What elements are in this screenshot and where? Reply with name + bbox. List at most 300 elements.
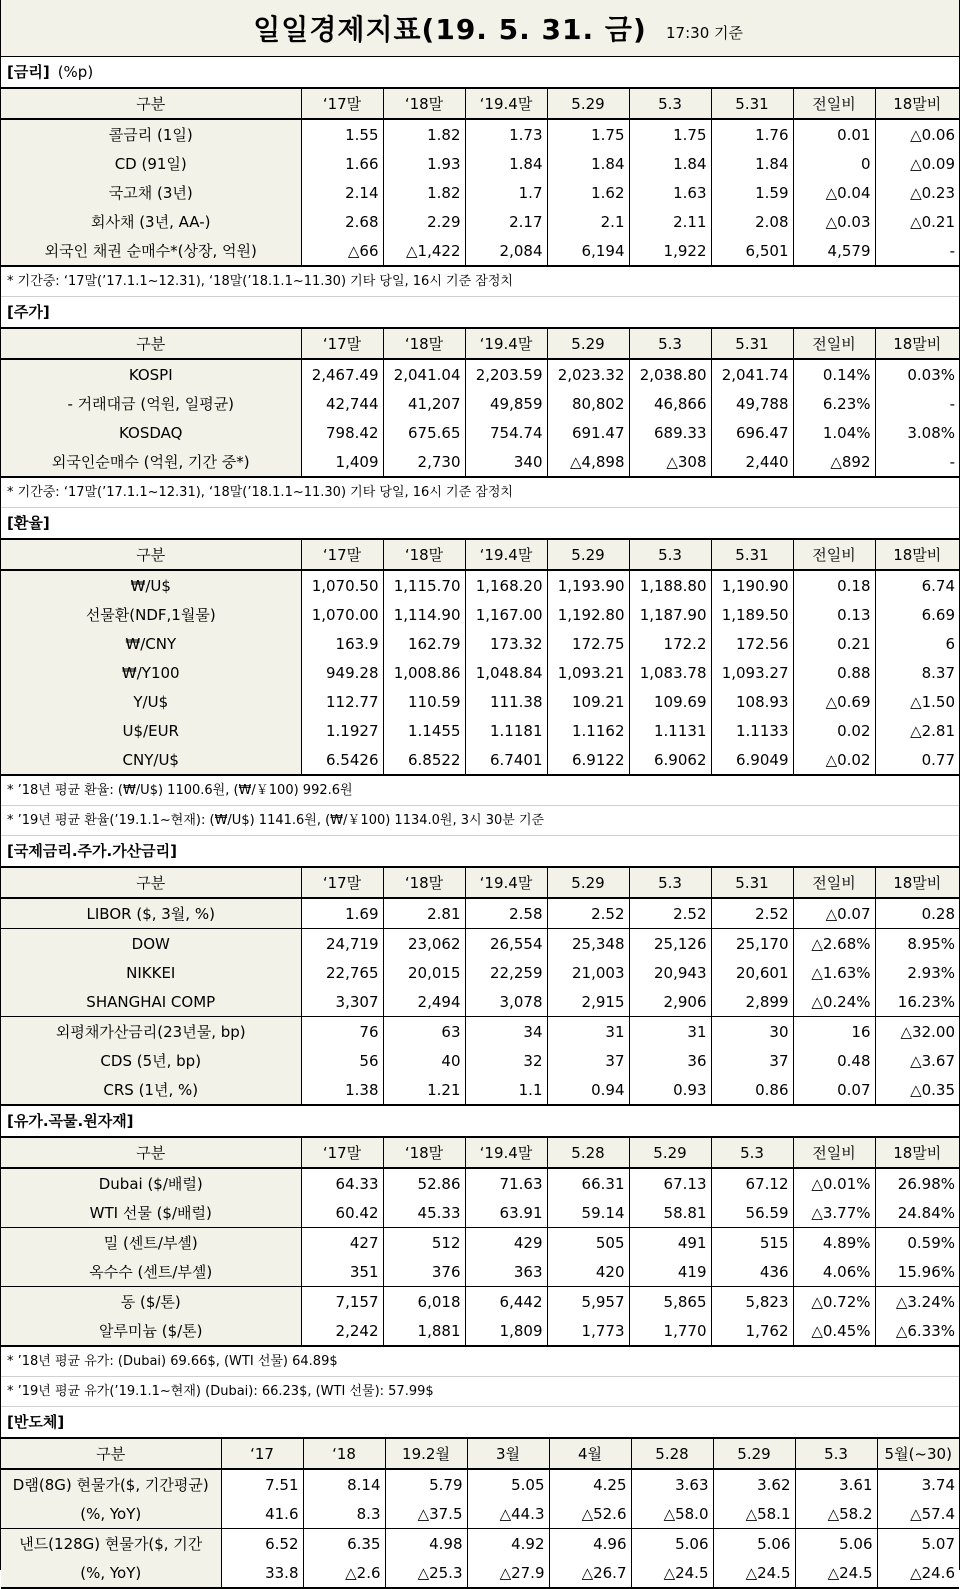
table-cell: - (875, 389, 959, 418)
table-cell: 24,719 (301, 929, 383, 959)
table-cell: 2,041.74 (711, 359, 793, 389)
table-cell: 2,203.59 (465, 359, 547, 389)
table-cell: △3.24% (875, 1287, 959, 1317)
table-cell: 5.06 (631, 1529, 713, 1559)
table-cell: 1.7 (465, 178, 547, 207)
table-cell: △0.07 (793, 898, 875, 929)
column-header: ‘19.4말 (465, 868, 547, 898)
column-header: 전일비 (793, 1138, 875, 1168)
column-header: 3월 (467, 1439, 549, 1469)
table-cell: 1.66 (301, 149, 383, 178)
column-header: 구분 (1, 540, 301, 570)
table-cell: - (875, 447, 959, 477)
commod-heading-label: [유가.곡물.원자재] (7, 1112, 134, 1130)
table-row (1, 1287, 959, 1317)
column-header: ‘18말 (383, 89, 465, 119)
rates-note: * 기간중: ‘17말(’17.1.1~12.31), ‘18말(’18.1.1~11.30) 기타 당일, 16시 기준 잠정치 (1, 267, 959, 297)
table-cell: 31 (547, 1017, 629, 1047)
column-header: ‘17말 (301, 329, 383, 359)
semi-heading (1, 1407, 959, 1439)
table-cell: 6,194 (547, 236, 629, 266)
header-row (1, 1439, 959, 1469)
table-cell: 2.93% (875, 958, 959, 987)
table-cell: 30 (711, 1017, 793, 1047)
table-cell: 1,189.50 (711, 600, 793, 629)
row-label: 외국인 채권 순매수*(상장, 억원) (1, 236, 301, 266)
stocks-heading (1, 297, 959, 329)
table-cell: 111.38 (465, 687, 547, 716)
table-cell: 5,823 (711, 1287, 793, 1317)
table-cell: △6.33% (875, 1316, 959, 1346)
table-cell: 1,881 (383, 1316, 465, 1346)
table-cell: 363 (465, 1257, 547, 1287)
column-header: ‘17말 (301, 868, 383, 898)
table-row (1, 1017, 959, 1047)
table-cell: 1.69 (301, 898, 383, 929)
table-cell: 1,190.90 (711, 570, 793, 600)
table-cell: 7.51 (221, 1469, 303, 1499)
table-cell: 1.1181 (465, 716, 547, 745)
table-row (1, 1469, 959, 1499)
table-cell: 2.1 (547, 207, 629, 236)
table-cell: 2.52 (629, 898, 711, 929)
table-cell: 6.52 (221, 1529, 303, 1559)
table-cell: 1.84 (711, 149, 793, 178)
table-cell: △24.5 (795, 1558, 877, 1588)
table-cell: △25.3 (385, 1558, 467, 1588)
table-cell: 6,442 (465, 1287, 547, 1317)
row-label: SHANGHAI COMP (1, 987, 301, 1017)
table-cell: 108.93 (711, 687, 793, 716)
table-cell: 63.91 (465, 1198, 547, 1228)
row-label: WTI 선물 ($/배럴) (1, 1198, 301, 1228)
table-cell: 6.35 (303, 1529, 385, 1559)
table-cell: 0.48 (793, 1046, 875, 1075)
table-cell: 6,501 (711, 236, 793, 266)
table-cell: 25,170 (711, 929, 793, 959)
column-header: 19.2월 (385, 1439, 467, 1469)
table-cell: 3.61 (795, 1469, 877, 1499)
table-cell: 1,070.00 (301, 600, 383, 629)
table-cell: △1.63% (793, 958, 875, 987)
table-cell: △57.4 (877, 1499, 959, 1529)
table-cell: 3.63 (631, 1469, 713, 1499)
table-cell: 0.59% (875, 1228, 959, 1258)
table-cell: △44.3 (467, 1499, 549, 1529)
table-cell: 3.74 (877, 1469, 959, 1499)
column-header: 5.28 (547, 1138, 629, 1168)
table-cell: 4.92 (467, 1529, 549, 1559)
as-of-time: 17:30 기준 (666, 24, 743, 42)
table-cell: 56 (301, 1046, 383, 1075)
intl-heading (1, 836, 959, 868)
table-cell: 16 (793, 1017, 875, 1047)
table-cell: 26,554 (465, 929, 547, 959)
table-cell: △66 (301, 236, 383, 266)
table-cell: 2.81 (383, 898, 465, 929)
table-cell: 1.1162 (547, 716, 629, 745)
table-cell: 0.02 (793, 716, 875, 745)
table-cell: 2,440 (711, 447, 793, 477)
table-cell: 110.59 (383, 687, 465, 716)
column-header: 5.3 (711, 1138, 793, 1168)
table-cell: △3.67 (875, 1046, 959, 1075)
table-cell: 1.63 (629, 178, 711, 207)
table-cell: 1.21 (383, 1075, 465, 1105)
table-row (1, 687, 959, 716)
column-header: 18말비 (875, 329, 959, 359)
table-cell: 351 (301, 1257, 383, 1287)
table-cell: 71.63 (465, 1168, 547, 1198)
table-cell: 3,307 (301, 987, 383, 1017)
row-label: CNY/U$ (1, 745, 301, 775)
row-label: 콜금리 (1일) (1, 119, 301, 149)
column-header: ‘19.4말 (465, 540, 547, 570)
row-label: 밀 (센트/부셸) (1, 1228, 301, 1258)
table-cell: 4.25 (549, 1469, 631, 1499)
table-cell: 696.47 (711, 418, 793, 447)
table-row (1, 418, 959, 447)
table-row (1, 1499, 959, 1529)
table-cell: 1,048.84 (465, 658, 547, 687)
table-cell: 515 (711, 1228, 793, 1258)
table-cell: 22,765 (301, 958, 383, 987)
column-header: 5.29 (713, 1439, 795, 1469)
column-header: ‘17말 (301, 1138, 383, 1168)
table-cell: 2,038.80 (629, 359, 711, 389)
table-cell: 21,003 (547, 958, 629, 987)
table-cell: △0.23 (875, 178, 959, 207)
column-header: 5월(~30) (877, 1439, 959, 1469)
table-cell: 4.06% (793, 1257, 875, 1287)
table-cell: 2,041.04 (383, 359, 465, 389)
column-header: 5.28 (631, 1439, 713, 1469)
column-header: 5.31 (711, 329, 793, 359)
table-cell: △24.6 (877, 1558, 959, 1588)
table-cell: 1.84 (547, 149, 629, 178)
table-cell: 6.8522 (383, 745, 465, 775)
table-cell: 31 (629, 1017, 711, 1047)
row-label: 낸드(128G) 현물가($, 기간 (1, 1529, 221, 1559)
table-row (1, 207, 959, 236)
header-row (1, 540, 959, 570)
table-cell: 2.14 (301, 178, 383, 207)
column-header: 5.29 (547, 329, 629, 359)
table-cell: 172.75 (547, 629, 629, 658)
table-cell: △2.81 (875, 716, 959, 745)
header-row (1, 89, 959, 119)
row-label: KOSPI (1, 359, 301, 389)
table-cell: 5.07 (877, 1529, 959, 1559)
table-cell: 491 (629, 1228, 711, 1258)
table-cell: 3,078 (465, 987, 547, 1017)
column-header: ‘18말 (383, 868, 465, 898)
table-cell: 4,579 (793, 236, 875, 266)
table-cell: 675.65 (383, 418, 465, 447)
table-cell: 1.1455 (383, 716, 465, 745)
column-header: 전일비 (793, 89, 875, 119)
column-header: ‘19.4말 (465, 1138, 547, 1168)
column-header: 구분 (1, 1439, 221, 1469)
table-cell: 0.14% (793, 359, 875, 389)
table-cell: 52.86 (383, 1168, 465, 1198)
table-cell: △0.69 (793, 687, 875, 716)
row-label: 외국인순매수 (억원, 기간 중*) (1, 447, 301, 477)
table-cell: 67.12 (711, 1168, 793, 1198)
table-cell: 1.1133 (711, 716, 793, 745)
column-header: ‘18말 (383, 329, 465, 359)
row-label: - 거래대금 (억원, 일평균) (1, 389, 301, 418)
table-cell: 6,018 (383, 1287, 465, 1317)
table-cell: 24.84% (875, 1198, 959, 1228)
table-cell: △0.21 (875, 207, 959, 236)
table-cell: 2.52 (711, 898, 793, 929)
table-cell: 42,744 (301, 389, 383, 418)
fx-heading-label: [환율] (7, 514, 50, 532)
table-cell: 2.58 (465, 898, 547, 929)
rates-heading (1, 57, 959, 89)
row-label: LIBOR ($, 3월, %) (1, 898, 301, 929)
table-cell: △2.68% (793, 929, 875, 959)
table-row (1, 958, 959, 987)
header-row (1, 1138, 959, 1168)
table-cell: △24.5 (631, 1558, 713, 1588)
table-cell: 0.28 (875, 898, 959, 929)
table-cell: 1.59 (711, 178, 793, 207)
table-cell: △58.0 (631, 1499, 713, 1529)
column-header: 18말비 (875, 540, 959, 570)
table-cell: 0.88 (793, 658, 875, 687)
table-cell: 1.04% (793, 418, 875, 447)
table-cell: 2.11 (629, 207, 711, 236)
row-label: Y/U$ (1, 687, 301, 716)
table-cell: 1.55 (301, 119, 383, 149)
table-cell: 2,730 (383, 447, 465, 477)
table-cell: △32.00 (875, 1017, 959, 1047)
table-cell: 5.06 (795, 1529, 877, 1559)
column-header: 5.31 (711, 540, 793, 570)
commod-table (1, 1138, 959, 1347)
table-cell: 6.9062 (629, 745, 711, 775)
table-cell: 60.42 (301, 1198, 383, 1228)
table-cell: 80,802 (547, 389, 629, 418)
table-row (1, 570, 959, 600)
table-cell: 1.1927 (301, 716, 383, 745)
table-cell: 689.33 (629, 418, 711, 447)
table-cell: 1.75 (547, 119, 629, 149)
table-cell: 37 (711, 1046, 793, 1075)
table-cell: 7,157 (301, 1287, 383, 1317)
row-label: D램(8G) 현물가($, 기간평균) (1, 1469, 221, 1499)
table-cell: 1,115.70 (383, 570, 465, 600)
table-cell: 1.93 (383, 149, 465, 178)
stocks-table (1, 329, 959, 478)
column-header: 18말비 (875, 89, 959, 119)
table-cell: △58.2 (795, 1499, 877, 1529)
table-cell: △24.5 (713, 1558, 795, 1588)
table-cell: △0.24% (793, 987, 875, 1017)
rates-heading-label: [금리] (7, 63, 50, 81)
table-cell: 1,762 (711, 1316, 793, 1346)
table-cell: 1.82 (383, 119, 465, 149)
table-cell: 6 (875, 629, 959, 658)
table-cell: 2,906 (629, 987, 711, 1017)
column-header: 구분 (1, 329, 301, 359)
intl-heading-label: [국제금리.주가.가산금리] (7, 842, 178, 860)
table-cell: 754.74 (465, 418, 547, 447)
table-cell: 3.08% (875, 418, 959, 447)
commod-heading (1, 1106, 959, 1138)
table-cell: 163.9 (301, 629, 383, 658)
table-row (1, 629, 959, 658)
fx-note-2019: * ’19년 평균 환율(’19.1.1~현재): (₩/U$) 1141.6원, (₩/￥100) 1134.0원, 3시 30분 기준 (1, 806, 959, 836)
table-cell: 0.18 (793, 570, 875, 600)
table-cell: 49,859 (465, 389, 547, 418)
row-label: CD (91일) (1, 149, 301, 178)
table-cell: 505 (547, 1228, 629, 1258)
table-cell: 16.23% (875, 987, 959, 1017)
table-cell: △0.02 (793, 745, 875, 775)
table-row (1, 987, 959, 1017)
intl-table (1, 868, 959, 1106)
table-cell: 1.76 (711, 119, 793, 149)
table-cell: 1,093.21 (547, 658, 629, 687)
table-cell: 40 (383, 1046, 465, 1075)
column-header: 4월 (549, 1439, 631, 1469)
table-cell: △0.06 (875, 119, 959, 149)
table-cell: 1,114.90 (383, 600, 465, 629)
table-cell: 58.81 (629, 1198, 711, 1228)
column-header: 5.3 (629, 89, 711, 119)
row-label: KOSDAQ (1, 418, 301, 447)
table-cell: 6.5426 (301, 745, 383, 775)
row-label: 동 ($/톤) (1, 1287, 301, 1317)
row-label: DOW (1, 929, 301, 959)
table-cell: 2.68 (301, 207, 383, 236)
table-row (1, 359, 959, 389)
row-label: 외평채가산금리(23년물, bp) (1, 1017, 301, 1047)
column-header: ‘18 (303, 1439, 385, 1469)
table-cell: 5.06 (713, 1529, 795, 1559)
table-cell: 8.95% (875, 929, 959, 959)
column-header: 5.3 (629, 329, 711, 359)
table-cell: △0.04 (793, 178, 875, 207)
rates-table (1, 89, 959, 267)
table-cell: 419 (629, 1257, 711, 1287)
table-cell: 436 (711, 1257, 793, 1287)
semi-table (1, 1439, 959, 1589)
table-cell: △52.6 (549, 1499, 631, 1529)
fx-table (1, 540, 959, 776)
column-header: ‘17말 (301, 540, 383, 570)
table-cell: 32 (465, 1046, 547, 1075)
table-cell: △0.45% (793, 1316, 875, 1346)
fx-note-2018: * ’18년 평균 환율: (₩/U$) 1100.6원, (₩/￥100) 992.6원 (1, 776, 959, 806)
table-cell: 8.3 (303, 1499, 385, 1529)
row-label: ₩/CNY (1, 629, 301, 658)
table-row (1, 929, 959, 959)
row-label: ₩/Y100 (1, 658, 301, 687)
table-cell: 0.03% (875, 359, 959, 389)
column-header: ‘19.4말 (465, 329, 547, 359)
row-label: 옥수수 (센트/부셸) (1, 1257, 301, 1287)
column-header: 18말비 (875, 1138, 959, 1168)
table-cell: 0.93 (629, 1075, 711, 1105)
table-row (1, 898, 959, 929)
table-cell: 2.08 (711, 207, 793, 236)
table-cell: 4.98 (385, 1529, 467, 1559)
table-cell: 949.28 (301, 658, 383, 687)
header-row (1, 868, 959, 898)
table-cell: 420 (547, 1257, 629, 1287)
table-cell: 20,943 (629, 958, 711, 987)
table-cell: △0.35 (875, 1075, 959, 1105)
table-cell: 2,242 (301, 1316, 383, 1346)
row-label: 회사채 (3년, AA-) (1, 207, 301, 236)
table-cell: 2.17 (465, 207, 547, 236)
table-cell: 3.62 (713, 1469, 795, 1499)
table-cell: △0.09 (875, 149, 959, 178)
table-cell: 6.9122 (547, 745, 629, 775)
table-cell: 33.8 (221, 1558, 303, 1588)
table-row (1, 600, 959, 629)
column-header: 전일비 (793, 329, 875, 359)
table-cell: 1.75 (629, 119, 711, 149)
table-cell: 5.05 (467, 1469, 549, 1499)
table-cell: 0.07 (793, 1075, 875, 1105)
table-cell: 1,008.86 (383, 658, 465, 687)
table-cell: 2,494 (383, 987, 465, 1017)
row-label: 선물환(NDF,1월물) (1, 600, 301, 629)
table-cell: 6.23% (793, 389, 875, 418)
table-cell: △308 (629, 447, 711, 477)
table-cell: 2,023.32 (547, 359, 629, 389)
table-cell: 5,957 (547, 1287, 629, 1317)
table-cell: 1.1 (465, 1075, 547, 1105)
rates-unit: (%p) (57, 63, 94, 81)
table-cell: 1,192.80 (547, 600, 629, 629)
table-cell: 64.33 (301, 1168, 383, 1198)
table-row (1, 1558, 959, 1588)
table-cell: 41.6 (221, 1499, 303, 1529)
table-cell: 8.37 (875, 658, 959, 687)
table-cell: 63 (383, 1017, 465, 1047)
table-row (1, 119, 959, 149)
row-label: 국고채 (3년) (1, 178, 301, 207)
table-cell: 25,348 (547, 929, 629, 959)
column-header: ‘18말 (383, 1138, 465, 1168)
column-header: 전일비 (793, 540, 875, 570)
table-cell: △26.7 (549, 1558, 631, 1588)
table-cell: △27.9 (467, 1558, 549, 1588)
row-label: 알루미늄 ($/톤) (1, 1316, 301, 1346)
table-cell: 5,865 (629, 1287, 711, 1317)
table-cell: 37 (547, 1046, 629, 1075)
column-header: ‘18말 (383, 540, 465, 570)
column-header: 5.29 (547, 868, 629, 898)
table-cell: 1.1131 (629, 716, 711, 745)
table-cell: 376 (383, 1257, 465, 1287)
table-row (1, 1316, 959, 1346)
table-cell: 1,070.50 (301, 570, 383, 600)
table-cell: 112.77 (301, 687, 383, 716)
table-cell: 25,126 (629, 929, 711, 959)
table-cell: 26.98% (875, 1168, 959, 1198)
row-label: CRS (1년, %) (1, 1075, 301, 1105)
table-row (1, 658, 959, 687)
commod-note-2019: * ’19년 평균 유가(’19.1.1~현재) (Dubai): 66.23$, (WTI 선물): 57.99$ (1, 1377, 959, 1407)
row-label: NIKKEI (1, 958, 301, 987)
